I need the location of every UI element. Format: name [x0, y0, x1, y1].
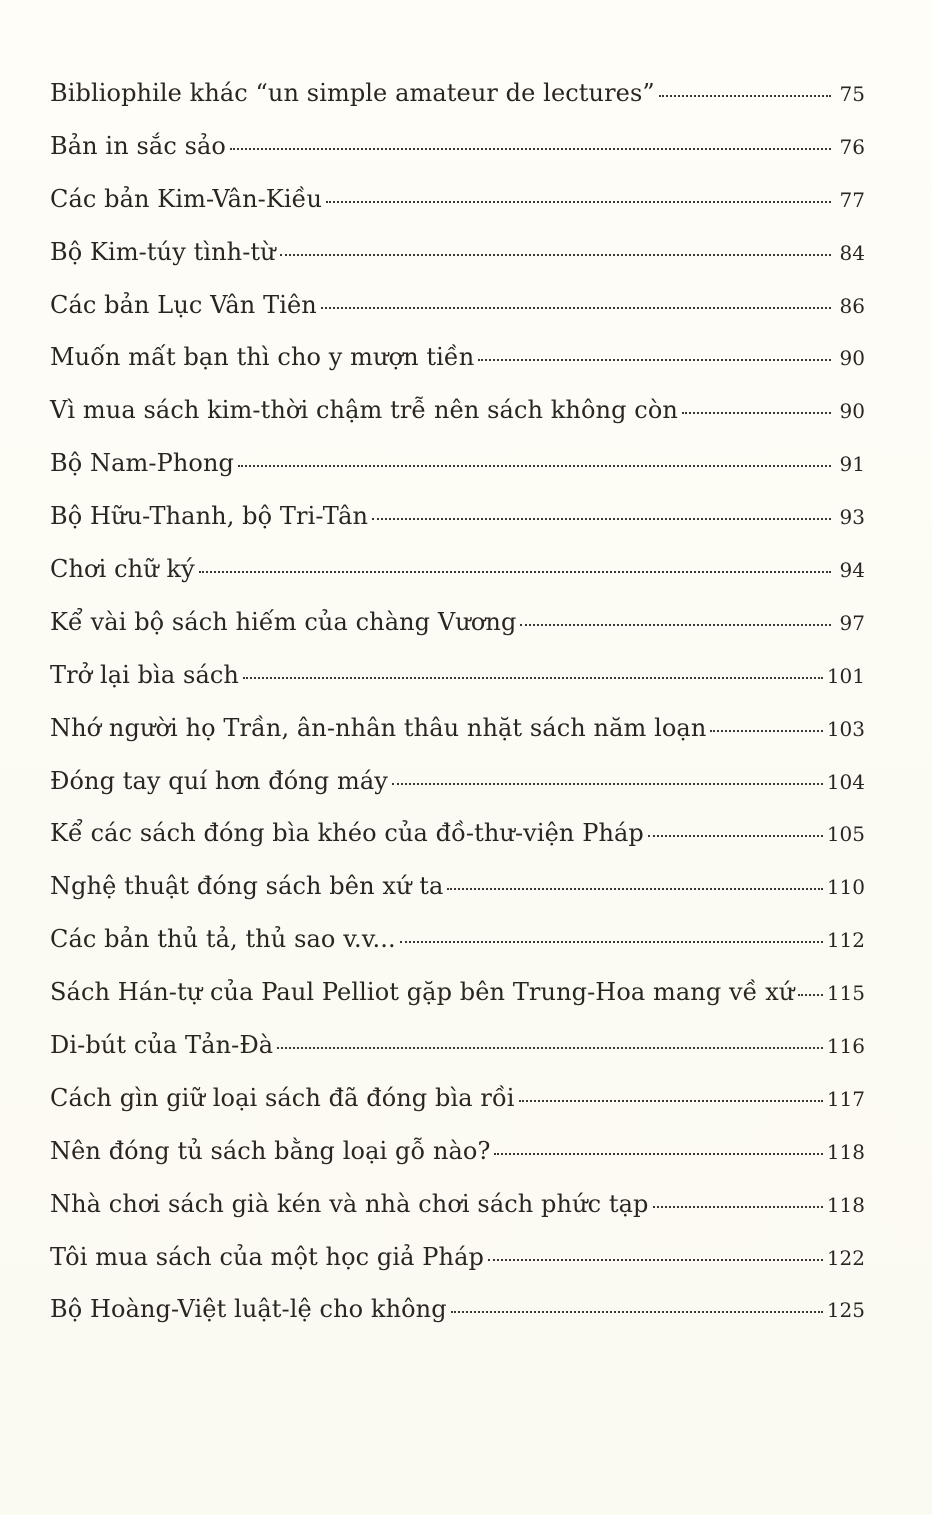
- toc-entry-title: Kể vài bộ sách hiếm của chàng Vương: [50, 607, 517, 636]
- toc-entry: [50, 819, 865, 872]
- toc-entry: [50, 1031, 865, 1084]
- toc-entry-page-number: 75: [839, 82, 865, 106]
- toc-entry: [50, 343, 865, 396]
- toc-entry: [50, 608, 865, 661]
- toc-entry-page-number: 118: [826, 1192, 865, 1217]
- toc-entry-title: Sách Hán-tự của Paul Pelliot gặp bên Trung-Hoa mang về xứ: [50, 978, 795, 1007]
- dot-leader: [243, 677, 823, 679]
- toc-entry-page-number: 103: [826, 716, 865, 741]
- dot-leader: [520, 624, 831, 626]
- dot-leader: [682, 412, 831, 414]
- dot-leader: [519, 1100, 823, 1102]
- dot-leader: [280, 254, 831, 256]
- toc-entry: [50, 925, 865, 978]
- toc-entry: [50, 449, 865, 502]
- dot-leader: [451, 1311, 823, 1313]
- dot-leader: [321, 307, 831, 309]
- toc-entry-title: Nghệ thuật đóng sách bên xứ ta: [50, 872, 444, 901]
- toc-entry: [50, 1190, 865, 1243]
- dot-leader: [199, 571, 831, 573]
- dot-leader: [326, 201, 831, 203]
- toc-entry-title: Tôi mua sách của một học giả Pháp: [50, 1242, 484, 1271]
- toc-entry-title: Bộ Kim-túy tình-từ: [50, 237, 276, 266]
- toc-entry-title: Trở lại bìa sách: [50, 660, 239, 689]
- toc-entry-title: Các bản thủ tả, thủ sao v.v...: [50, 925, 396, 954]
- toc-entry-page-number: 118: [826, 1139, 865, 1164]
- dot-leader: [494, 1153, 822, 1155]
- dot-leader: [230, 148, 831, 150]
- toc-entry-page-number: 104: [826, 769, 865, 794]
- toc-entry-title: Muốn mất bạn thì cho y mượn tiền: [50, 343, 475, 372]
- toc-entry-title: Nhà chơi sách già kén và nhà chơi sách phức tạp: [50, 1189, 649, 1218]
- dot-leader: [400, 941, 823, 943]
- dot-leader: [372, 518, 831, 520]
- toc-entry-title: Nhớ người họ Trần, ân-nhân thâu nhặt sách năm loạn: [50, 713, 707, 742]
- toc-entry-page-number: 112: [826, 928, 865, 953]
- dot-leader: [277, 1047, 823, 1049]
- toc-entry-title: Bộ Hữu-Thanh, bộ Tri-Tân: [50, 502, 369, 531]
- toc-entry: [50, 872, 865, 925]
- toc-entry: [50, 396, 865, 449]
- dot-leader: [488, 1259, 823, 1261]
- dot-leader: [648, 835, 823, 837]
- dot-leader: [392, 783, 823, 785]
- toc-entry: [50, 1137, 865, 1190]
- toc-entry-page-number: 97: [839, 610, 865, 635]
- toc-entry-page-number: 117: [826, 1086, 865, 1111]
- toc-entry-page-number: 116: [826, 1034, 865, 1059]
- dot-leader: [798, 994, 822, 996]
- toc-entry: [50, 714, 865, 767]
- toc-entry-page-number: 110: [826, 875, 865, 900]
- toc-entry: [50, 661, 865, 714]
- toc-entry-title: Vì mua sách kim-thời chậm trễ nên sách không còn: [50, 396, 678, 425]
- toc-entry-page-number: 86: [839, 293, 865, 318]
- toc-entry: [50, 978, 865, 1031]
- dot-leader: [659, 95, 831, 97]
- toc-entry-page-number: 125: [826, 1298, 865, 1323]
- toc-entry-page-number: 90: [839, 399, 865, 424]
- toc-entry-page-number: 91: [839, 452, 865, 477]
- toc-entry-page-number: 105: [826, 822, 865, 847]
- toc-entry-title: Bộ Nam-Phong: [50, 449, 234, 478]
- toc-entry-page-number: 93: [839, 505, 865, 530]
- toc-entry-title: Kể các sách đóng bìa khéo của đồ-thư-viện Pháp: [50, 819, 644, 848]
- toc-entry-page-number: 101: [826, 663, 865, 688]
- toc-entry-page-number: 90: [839, 346, 865, 371]
- toc-entry-title: Các bản Lục Vân Tiên: [50, 290, 317, 319]
- toc-entry: [50, 79, 865, 132]
- toc-entry-page-number: 115: [826, 981, 865, 1006]
- toc-entry-page-number: 122: [826, 1245, 865, 1270]
- dot-leader: [478, 359, 831, 361]
- toc-entry-title: Chơi chữ ký: [50, 555, 195, 584]
- dot-leader: [710, 730, 822, 732]
- dot-leader: [238, 465, 831, 467]
- toc-entry: [50, 1084, 865, 1137]
- toc-entry: [50, 132, 865, 185]
- dot-leader: [447, 888, 822, 890]
- toc-entry-title: Bibliophile khác “un simple amateur de lectures”: [50, 79, 655, 107]
- table-of-contents: [50, 79, 865, 1348]
- toc-entry-title: Nên đóng tủ sách bằng loại gỗ nào?: [50, 1136, 491, 1165]
- toc-entry: [50, 185, 865, 238]
- toc-entry: [50, 1295, 865, 1348]
- toc-entry: [50, 767, 865, 820]
- toc-entry-page-number: 76: [839, 134, 865, 159]
- toc-entry: [50, 502, 865, 555]
- toc-entry: [50, 238, 865, 291]
- toc-entry-page-number: 94: [839, 558, 865, 583]
- dot-leader: [653, 1206, 823, 1208]
- toc-entry-title: Bản in sắc sảo: [50, 131, 226, 160]
- toc-entry-title: Di-bút của Tản-Đà: [50, 1031, 274, 1060]
- toc-entry-page-number: 84: [839, 240, 865, 265]
- toc-entry: [50, 1243, 865, 1296]
- toc-entry-title: Cách gìn giữ loại sách đã đóng bìa rồi: [50, 1083, 515, 1112]
- toc-entry: [50, 555, 865, 608]
- toc-entry-page-number: 77: [839, 187, 865, 212]
- toc-entry-title: Đóng tay quí hơn đóng máy: [50, 766, 388, 795]
- toc-entry-title: Các bản Kim-Vân-Kiều: [50, 184, 323, 213]
- toc-entry-title: Bộ Hoàng-Việt luật-lệ cho không: [50, 1295, 447, 1324]
- toc-entry: [50, 291, 865, 344]
